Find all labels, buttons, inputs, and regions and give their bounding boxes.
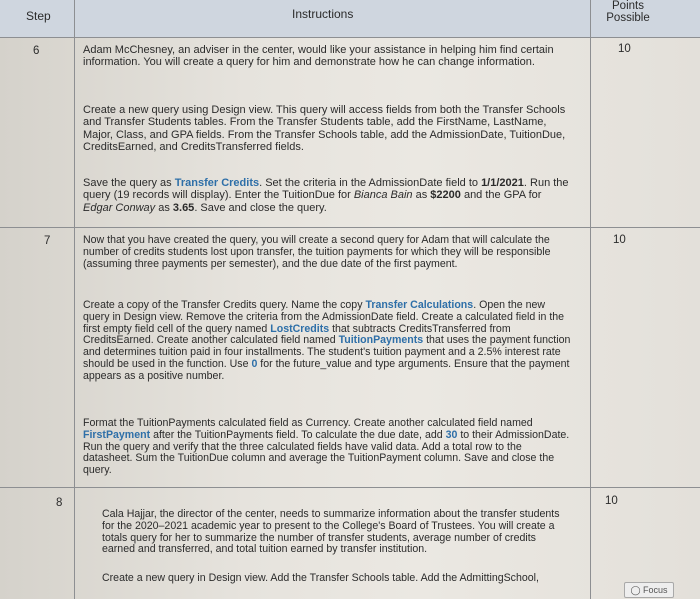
step-6-create-query: Create a new query using Design view. This query will access fields from both the Transfer Schools and Transfer Students tables. From the Transfer Students table, add the FirstName, LastName, Major, Class, and GPA fields. From the Transfer Schools table, add the AdmissionDate, TuitionDue, CreditsEarned, and CreditsTransferred fields. [83, 104, 566, 154]
focus-icon: ◯ [630, 585, 641, 595]
step-6-intro: Adam McChesney, an adviser in the center, would like your assistance in helping him find certain information. You will create a query for him and demonstrate how he can change information. [83, 44, 554, 69]
step-number: 8 [56, 497, 63, 509]
step-7-format-field: Format the TuitionPayments calculated field as Currency. Create another calculated field named FirstPayment after the TuitionPayments field. To calculate the due date, add 30 to their AdmissionDate. Run the query and verify that the three calculated fields have valid data. Add a total row to the datasheet. Sum the TuitionDue column and average the TuitionPayment column. Save and close the query. [83, 417, 570, 477]
column-divider [74, 0, 75, 599]
query-name-transfer-credits: Transfer Credits [174, 177, 260, 189]
step-6-save-query: Save the query as Transfer Credits. Set the criteria in the AdmissionDate field to 1/1/2021. Run the query (19 records will display). Enter the TuitionDue for Bianca Bain as $2200 and the GPA for Edgar Conway as 3.65. Save and close the query. [83, 177, 569, 214]
field-name-tuitionpayments: TuitionPayments [338, 334, 424, 347]
step-7-copy-query: Create a copy of the Transfer Credits query. Name the copy Transfer Calculations. Open the new query in Design view. Remove the criteria from the AdmissionDate field. Create a calculated field in the first empty field cell of the query named LostCredits that subtracts CreditsTransferred from CreditsEarned. Create another calculated field named TuitionPayments that uses the payment function and determines tuition paid in four installments. The student's tuition payment and a 2.5% interest rate should be used in the function. Use 0 for the future_value and type arguments. Ensure that the payment appears as a positive number. [83, 299, 571, 382]
points-value: 10 [605, 495, 618, 507]
points-header-line1: Points [612, 0, 644, 12]
step-number: 6 [33, 45, 40, 57]
instructions-column-header: Instructions [292, 7, 354, 21]
focus-button[interactable]: ◯ Focus [624, 582, 674, 598]
points-column-header [596, 0, 660, 24]
step-column-header: Step [26, 9, 51, 23]
row-divider [0, 487, 700, 488]
column-divider [590, 0, 591, 599]
field-name-lostcredits: LostCredits [270, 322, 330, 335]
points-value: 10 [613, 234, 626, 246]
query-name-transfer-calculations: Transfer Calculations [365, 299, 474, 311]
step-8-intro: Cala Hajjar, the director of the center, needs to summarize information about the transfer students for the 2020–2021 academic year to present to the College's Board of Trustees. You will create a totals query for her to summarize the number of transfer students, average number of credits earned and transferred, and total tuition earned by transfer institution. [102, 508, 560, 556]
field-name-firstpayment: FirstPayment [83, 428, 151, 441]
table-header [0, 0, 700, 38]
row-divider [0, 227, 700, 228]
points-value: 10 [618, 43, 631, 55]
step-number: 7 [44, 235, 51, 247]
step-7-intro: Now that you have created the query, you will create a second query for Adam that will calculate the number of credits students lost upon transfer, the tuition payments for which they will be responsible (assuming three payments per semester), and the due date of the first payment. [83, 234, 551, 270]
points-header-line2: Possible [606, 12, 650, 24]
step-8-create-query: Create a new query in Design view. Add the Transfer Schools table. Add the AdmittingSchool, [102, 572, 539, 584]
